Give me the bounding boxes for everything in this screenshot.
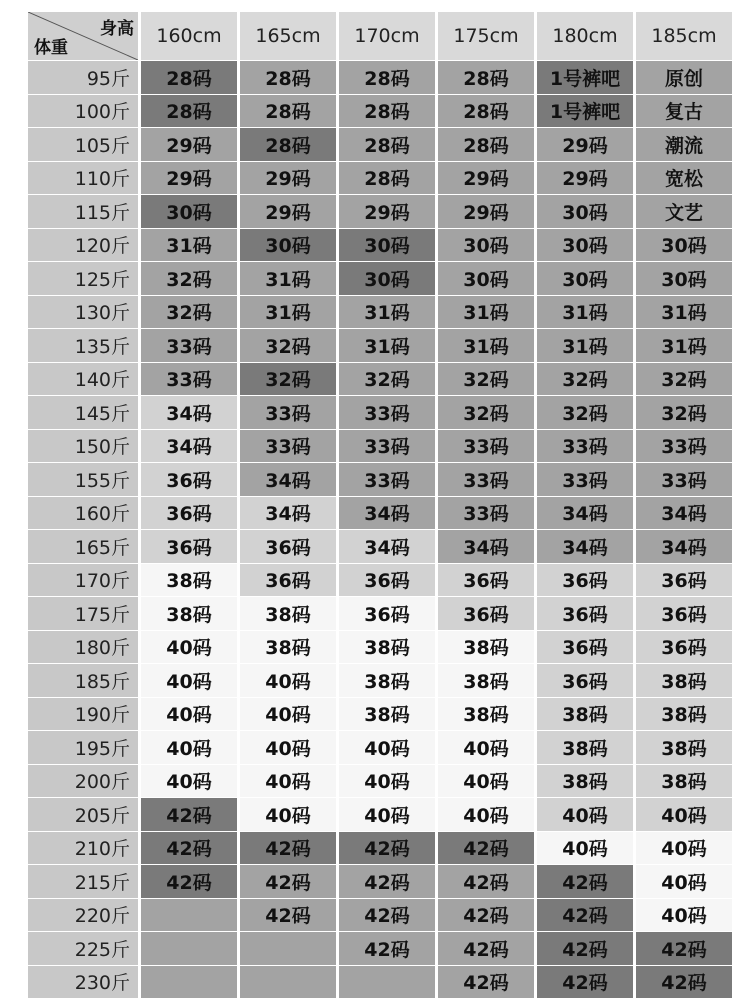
size-cell: 28码 — [141, 61, 237, 94]
size-cell: 38码 — [141, 597, 237, 630]
size-cell: 32码 — [636, 363, 732, 396]
size-cell: 33码 — [339, 430, 435, 463]
weight-row-label: 190斤 — [28, 698, 138, 731]
size-cell: 32码 — [240, 329, 336, 362]
size-cell: 36码 — [636, 631, 732, 664]
size-cell: 31码 — [438, 329, 534, 362]
size-cell: 40码 — [240, 765, 336, 798]
weight-row-label: 195斤 — [28, 731, 138, 764]
weight-row-label: 145斤 — [28, 396, 138, 429]
weight-row-label: 185斤 — [28, 664, 138, 697]
size-cell: 28码 — [339, 95, 435, 128]
size-cell: 38码 — [240, 597, 336, 630]
size-cell: 28码 — [438, 61, 534, 94]
weight-row-label: 95斤 — [28, 61, 138, 94]
size-cell: 潮流 — [636, 128, 732, 161]
size-cell: 40码 — [339, 765, 435, 798]
size-cell: 40码 — [141, 698, 237, 731]
height-axis-label: 身高 — [100, 14, 134, 39]
weight-row-label: 130斤 — [28, 296, 138, 329]
size-cell: 复古 — [636, 95, 732, 128]
size-cell: 31码 — [537, 296, 633, 329]
size-cell: 30码 — [339, 262, 435, 295]
size-cell: 文艺 — [636, 195, 732, 228]
size-cell: 28码 — [438, 95, 534, 128]
weight-row-label: 215斤 — [28, 865, 138, 898]
size-cell: 40码 — [537, 832, 633, 865]
size-cell: 38码 — [339, 664, 435, 697]
size-cell: 38码 — [636, 731, 732, 764]
size-cell: 原创 — [636, 61, 732, 94]
height-header-cell: 165cm — [240, 12, 336, 60]
size-cell: 40码 — [636, 865, 732, 898]
size-cell: 42码 — [141, 832, 237, 865]
size-cell: 40码 — [141, 731, 237, 764]
size-cell: 34码 — [438, 530, 534, 563]
size-cell: 33码 — [438, 497, 534, 530]
size-cell: 33码 — [339, 396, 435, 429]
size-cell: 30码 — [537, 229, 633, 262]
weight-row-label: 100斤 — [28, 95, 138, 128]
size-cell: 42码 — [537, 932, 633, 965]
weight-row-label: 135斤 — [28, 329, 138, 362]
size-cell: 30码 — [537, 195, 633, 228]
size-cell: 38码 — [636, 765, 732, 798]
size-cell: 34码 — [537, 530, 633, 563]
size-cell: 33码 — [537, 463, 633, 496]
size-cell: 42码 — [339, 932, 435, 965]
size-cell: 40码 — [537, 798, 633, 831]
size-cell: 38码 — [537, 731, 633, 764]
size-cell: 30码 — [537, 262, 633, 295]
height-header-cell: 180cm — [537, 12, 633, 60]
size-cell: 36码 — [240, 530, 336, 563]
size-cell: 28码 — [240, 95, 336, 128]
size-cell: 40码 — [240, 664, 336, 697]
size-cell: 31码 — [240, 296, 336, 329]
weight-row-label: 105斤 — [28, 128, 138, 161]
size-cell: 38码 — [141, 564, 237, 597]
size-cell: 34码 — [339, 530, 435, 563]
size-cell: 42码 — [339, 899, 435, 932]
weight-row-label: 140斤 — [28, 363, 138, 396]
size-cell: 42码 — [438, 966, 534, 998]
weight-row-label: 225斤 — [28, 932, 138, 965]
size-cell: 42码 — [438, 932, 534, 965]
size-cell: 30码 — [636, 229, 732, 262]
size-cell: 31码 — [141, 229, 237, 262]
size-cell: 28码 — [438, 128, 534, 161]
size-cell: 33码 — [240, 430, 336, 463]
weight-row-label: 205斤 — [28, 798, 138, 831]
size-cell: 40码 — [636, 832, 732, 865]
size-cell: 32码 — [141, 262, 237, 295]
size-cell: 38码 — [537, 765, 633, 798]
weight-row-label: 175斤 — [28, 597, 138, 630]
size-cell: 32码 — [636, 396, 732, 429]
size-cell — [339, 966, 435, 998]
size-cell: 40码 — [636, 798, 732, 831]
size-cell: 30码 — [240, 229, 336, 262]
size-cell — [240, 966, 336, 998]
size-cell: 31码 — [636, 329, 732, 362]
size-cell — [240, 932, 336, 965]
size-cell: 30码 — [636, 262, 732, 295]
size-cell: 36码 — [339, 564, 435, 597]
size-cell: 40码 — [141, 631, 237, 664]
size-cell — [141, 966, 237, 998]
weight-row-label: 230斤 — [28, 966, 138, 998]
weight-row-label: 200斤 — [28, 765, 138, 798]
size-cell: 42码 — [339, 865, 435, 898]
size-cell: 36码 — [636, 597, 732, 630]
size-cell: 29码 — [141, 162, 237, 195]
size-cell: 31码 — [240, 262, 336, 295]
weight-row-label: 220斤 — [28, 899, 138, 932]
weight-row-label: 210斤 — [28, 832, 138, 865]
height-header-cell: 175cm — [438, 12, 534, 60]
size-cell: 宽松 — [636, 162, 732, 195]
size-cell: 38码 — [438, 631, 534, 664]
weight-row-label: 125斤 — [28, 262, 138, 295]
weight-row-label: 170斤 — [28, 564, 138, 597]
size-cell: 33码 — [141, 363, 237, 396]
size-cell: 38码 — [438, 698, 534, 731]
size-cell: 42码 — [636, 932, 732, 965]
size-cell: 34码 — [240, 497, 336, 530]
size-cell: 38码 — [339, 698, 435, 731]
height-header-cell: 170cm — [339, 12, 435, 60]
size-cell: 33码 — [438, 430, 534, 463]
size-cell: 1号裤吧 — [537, 95, 633, 128]
size-cell: 33码 — [141, 329, 237, 362]
weight-row-label: 120斤 — [28, 229, 138, 262]
size-cell: 42码 — [240, 899, 336, 932]
size-cell: 40码 — [339, 798, 435, 831]
size-cell — [141, 932, 237, 965]
size-cell — [141, 899, 237, 932]
size-cell: 40码 — [339, 731, 435, 764]
size-cell: 36码 — [537, 631, 633, 664]
size-cell: 42码 — [438, 832, 534, 865]
size-cell: 38码 — [636, 698, 732, 731]
size-cell: 38码 — [438, 664, 534, 697]
size-cell: 40码 — [240, 698, 336, 731]
size-cell: 38码 — [339, 631, 435, 664]
size-cell: 40码 — [141, 765, 237, 798]
size-cell: 40码 — [240, 731, 336, 764]
size-cell: 30码 — [438, 229, 534, 262]
weight-axis-label: 体重 — [34, 33, 68, 58]
size-cell: 36码 — [339, 597, 435, 630]
size-cell: 42码 — [240, 832, 336, 865]
size-cell: 28码 — [339, 61, 435, 94]
size-cell: 31码 — [537, 329, 633, 362]
size-cell: 36码 — [141, 530, 237, 563]
size-cell: 40码 — [438, 798, 534, 831]
size-cell: 36码 — [141, 497, 237, 530]
size-cell: 40码 — [240, 798, 336, 831]
size-cell: 42码 — [141, 865, 237, 898]
size-cell: 42码 — [438, 899, 534, 932]
size-cell: 32码 — [537, 396, 633, 429]
size-cell: 31码 — [339, 296, 435, 329]
size-cell: 42码 — [636, 966, 732, 998]
size-cell: 34码 — [537, 497, 633, 530]
size-cell: 33码 — [339, 463, 435, 496]
size-cell: 33码 — [636, 463, 732, 496]
size-cell: 40码 — [438, 731, 534, 764]
size-cell: 36码 — [438, 597, 534, 630]
size-cell: 29码 — [240, 195, 336, 228]
size-cell: 29码 — [141, 128, 237, 161]
weight-row-label: 165斤 — [28, 530, 138, 563]
size-cell: 42码 — [141, 798, 237, 831]
size-cell: 36码 — [537, 664, 633, 697]
weight-row-label: 160斤 — [28, 497, 138, 530]
size-cell: 36码 — [636, 564, 732, 597]
size-cell: 29码 — [240, 162, 336, 195]
size-cell: 1号裤吧 — [537, 61, 633, 94]
size-cell: 42码 — [537, 865, 633, 898]
size-cell: 42码 — [240, 865, 336, 898]
height-header-cell: 160cm — [141, 12, 237, 60]
size-cell: 28码 — [240, 128, 336, 161]
size-cell: 29码 — [537, 128, 633, 161]
weight-row-label: 110斤 — [28, 162, 138, 195]
header-corner-cell — [28, 12, 138, 60]
size-cell: 31码 — [636, 296, 732, 329]
size-cell: 28码 — [240, 61, 336, 94]
size-cell: 32码 — [438, 396, 534, 429]
size-cell: 33码 — [438, 463, 534, 496]
size-cell: 31码 — [339, 329, 435, 362]
size-cell: 28码 — [339, 128, 435, 161]
size-cell: 36码 — [240, 564, 336, 597]
weight-row-label: 180斤 — [28, 631, 138, 664]
size-cell: 36码 — [438, 564, 534, 597]
size-cell: 38码 — [537, 698, 633, 731]
weight-row-label: 115斤 — [28, 195, 138, 228]
size-cell: 42码 — [438, 865, 534, 898]
size-cell: 29码 — [339, 195, 435, 228]
size-cell: 34码 — [339, 497, 435, 530]
size-cell: 30码 — [339, 229, 435, 262]
size-cell: 32码 — [438, 363, 534, 396]
size-cell: 38码 — [240, 631, 336, 664]
size-cell: 34码 — [636, 497, 732, 530]
size-cell: 32码 — [537, 363, 633, 396]
size-cell: 40码 — [438, 765, 534, 798]
size-cell: 29码 — [537, 162, 633, 195]
size-cell: 42码 — [537, 966, 633, 998]
size-cell: 42码 — [537, 899, 633, 932]
size-cell: 29码 — [438, 195, 534, 228]
size-chart-table — [28, 12, 732, 998]
size-cell: 34码 — [636, 530, 732, 563]
size-cell: 30码 — [438, 262, 534, 295]
size-cell: 34码 — [141, 396, 237, 429]
height-header-cell: 185cm — [636, 12, 732, 60]
weight-row-label: 155斤 — [28, 463, 138, 496]
size-cell: 28码 — [339, 162, 435, 195]
size-cell: 40码 — [141, 664, 237, 697]
size-cell: 32码 — [339, 363, 435, 396]
size-cell: 38码 — [636, 664, 732, 697]
size-cell: 30码 — [141, 195, 237, 228]
weight-row-label: 150斤 — [28, 430, 138, 463]
size-cell: 28码 — [141, 95, 237, 128]
size-cell: 36码 — [537, 597, 633, 630]
size-cell: 42码 — [339, 832, 435, 865]
size-cell: 33码 — [636, 430, 732, 463]
size-cell: 32码 — [141, 296, 237, 329]
size-cell: 32码 — [240, 363, 336, 396]
size-cell: 40码 — [636, 899, 732, 932]
size-cell: 33码 — [240, 396, 336, 429]
size-cell: 33码 — [537, 430, 633, 463]
size-cell: 36码 — [537, 564, 633, 597]
size-cell: 29码 — [438, 162, 534, 195]
size-cell: 31码 — [438, 296, 534, 329]
size-cell: 34码 — [240, 463, 336, 496]
size-cell: 34码 — [141, 430, 237, 463]
size-cell: 36码 — [141, 463, 237, 496]
